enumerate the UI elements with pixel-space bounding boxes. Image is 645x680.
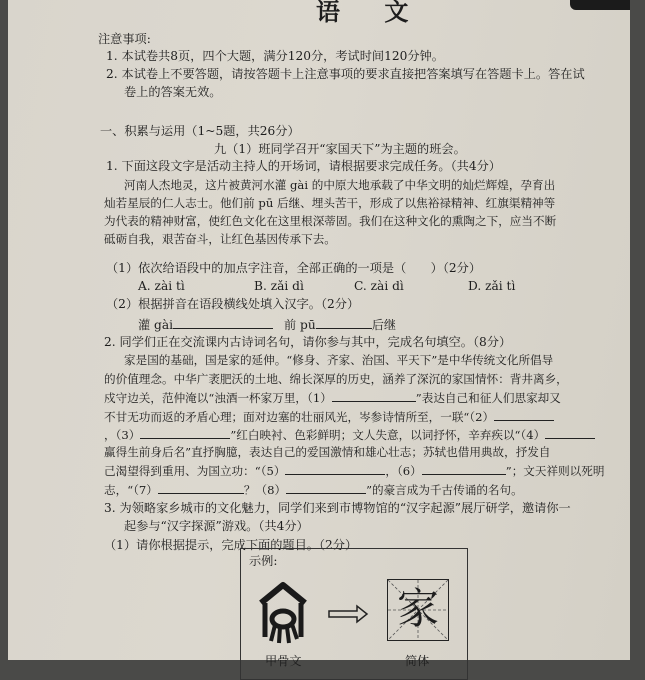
q1-passage-line-1: 河南人杰地灵，这片被黄河水灌 gài 的中原大地承载了中华文明的灿烂辉煌，孕育出	[124, 178, 556, 192]
arrow-right-icon	[327, 604, 369, 624]
q1-option-a: A. zài tì	[138, 279, 185, 293]
q1-fill-1-blank[interactable]	[173, 316, 273, 329]
note-2: 2. 本试卷上不要答题，请按答题卡上注意事项的要求直接把答案填写在答题卡上。答在试	[106, 67, 585, 81]
example-box	[240, 548, 468, 680]
caption-simplified: 简体	[405, 654, 430, 668]
q2-blank-3[interactable]	[140, 426, 230, 439]
q2-line-8-label8: ？（8）	[243, 483, 287, 497]
q1-option-c: C. zài dì	[354, 279, 404, 293]
note-1: 1. 本试卷共8页，四个大题，满分120分，考试时间120分钟。	[106, 49, 444, 63]
q2-blank-4[interactable]	[545, 426, 595, 439]
q2-line-5-text: ”红白映衬、色彩鲜明；文人失意，以词抒怀，辛弃疾以“（4）	[230, 428, 546, 442]
modern-char: 家	[396, 584, 439, 633]
intro-line: 九（1）班同学召开“家国天下”为主题的班会。	[214, 142, 466, 156]
q2-line-8-tail: ”的豪言成为千古传诵的名句。	[366, 483, 523, 497]
section1-heading: 一、积累与运用（1~5题，共26分）	[100, 124, 300, 138]
q1-fill-1-label: 灌 gài	[138, 318, 174, 332]
q1-fill-2	[284, 316, 396, 333]
q1-fill-2-label: 前 pū	[284, 318, 316, 332]
page-corner-mark	[570, 0, 630, 10]
q1-option-b: B. zǎi dì	[254, 279, 304, 293]
q1-fill-2-tail: 后继	[371, 318, 397, 332]
char-grid-box	[387, 579, 449, 641]
caption-oracle: 甲骨文	[265, 654, 302, 668]
q2-line-2: 的价值理念。中华广袤肥沃的土地、绵长深厚的历史，涵养了深沉的家国情怀：背井离乡，	[104, 372, 568, 386]
q2-blank-5[interactable]	[285, 462, 385, 475]
q2-line-7	[104, 462, 604, 479]
q1-passage-line-3: 为代表的精神财富，使红色文化在这里根深蒂固。我们在这种文化的熏陶之下，应当不断	[104, 214, 557, 228]
q2-line-1: 家是国的基础，国是家的延伸。“修身、齐家、治国、平天下”是中华传统文化所倡导	[124, 353, 554, 367]
q2-line-6: 赢得生前身后名”直抒胸臆，表达自己的爱国激情和雄心壮志；苏轼也借用典故，抒发自	[104, 445, 551, 459]
q1-sub2: （2）根据拼音在语段横线处填入汉字。（2分）	[106, 297, 360, 311]
q2-blank-7[interactable]	[158, 481, 244, 494]
q2-line-5	[104, 426, 595, 443]
q2-line-4-text: 不甘无功而返的矛盾心理；面对边塞的壮丽风光，岑参诗情所至，一联“（2）	[104, 410, 495, 424]
q1-fill-2-blank[interactable]	[316, 316, 372, 329]
oracle-bone-glyph-icon	[253, 579, 313, 647]
q2-line-8	[104, 481, 523, 498]
q1-stem: 1. 下面这段文字是活动主持人的开场词，请根据要求完成任务。（共4分）	[106, 159, 501, 173]
exam-paper	[8, 0, 630, 668]
q1-fill-1	[138, 316, 273, 333]
q3-sub1: （1）请你根据提示，完成下面的题目。（2分）	[104, 538, 358, 552]
q1-passage-line-2: 灿若星辰的仁人志士。他们前 pū 后继、埋头苦干，形成了以焦裕禄精神、红旗渠精神等	[104, 196, 556, 210]
q3-stem-2: 起参与“汉字探源”游戏。（共4分）	[124, 519, 309, 533]
q2-blank-1[interactable]	[332, 389, 416, 402]
q2-line-7-mid: ，（6）	[385, 464, 422, 478]
q2-line-7-text: 己渴望得到重用、为国立功：“（5）	[104, 464, 286, 478]
q3-stem: 3. 为领略家乡城市的文化魅力，同学们来到市博物馆的“汉字起源”展厅研学，邀请你一	[104, 501, 571, 515]
q2-line-7-tail: ”；文天祥则以死明	[505, 464, 605, 478]
note-3: 卷上的答案无效。	[124, 85, 222, 99]
q2-line-3-tail: ”表达自己和征人们思家却又	[415, 391, 561, 405]
q2-stem: 2. 同学们正在交流课内古诗词名句，请你参与其中，完成名句填空。（8分）	[104, 335, 512, 349]
q2-line-3	[104, 389, 561, 406]
q2-line-8-label7: 志，“（7）	[104, 483, 158, 497]
q1-sub1: （1）依次给语段中的加点字注音，全部正确的一项是（ ）（2分）	[106, 261, 482, 275]
example-label: 示例:	[249, 554, 278, 568]
q2-line-5-label: ，（3）	[104, 428, 141, 442]
q2-blank-2[interactable]	[494, 408, 554, 421]
q1-passage-line-4: 砥砺自我，艰苦奋斗，让红色基因传承下去。	[104, 232, 336, 246]
notes-heading: 注意事项:	[98, 32, 151, 46]
q1-option-d: D. zǎi tì	[468, 279, 516, 293]
q2-blank-8[interactable]	[286, 481, 366, 494]
q2-blank-6[interactable]	[422, 462, 506, 475]
exam-title: 语 文	[316, 0, 427, 26]
q2-line-4	[104, 408, 554, 425]
q2-line-3-text: 戍守边关，范仲淹以“浊酒一杯家万里，（1）	[104, 391, 332, 405]
